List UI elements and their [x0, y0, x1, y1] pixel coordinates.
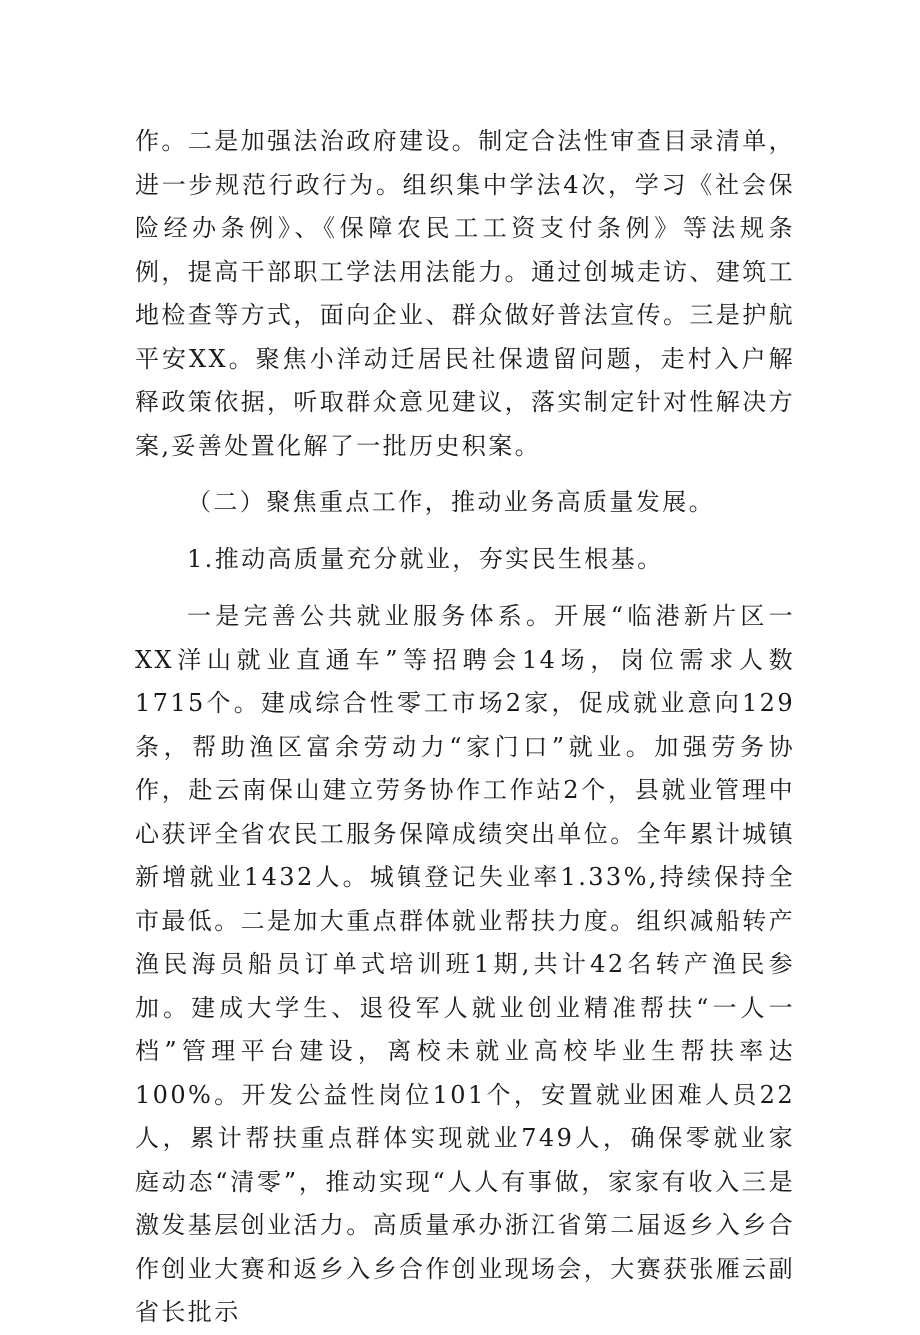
section-heading: （二）聚焦重点工作，推动业务高质量发展。: [187, 488, 715, 516]
document-body: [135, 120, 795, 1335]
subheading-employment: 1.推动高质量充分就业，夯实民生根基。: [187, 544, 664, 573]
paragraph-legal-and-safety: 作。二是加强法治政府建设。制定合法性审查目录清单，进一步规范行政行为。组织集中学法4次，学习《社会保险经办条例》、《保障农民工工资支付条例》等法规条例，提高干部职工学法用法能力。通过创城走访、建筑工地检查等方式，面向企业、群众做好普法宣传。三是护航平安XX。聚焦小洋动迁居民社保遗留问题，走村入户解释政策依据，听取群众意见建议，落实制定针对性解决方案,妥善处置化解了一批历史积案。: [135, 127, 795, 460]
paragraph-employment: 一是完善公共就业服务体系。开展“临港新片区一XX洋山就业直通车”等招聘会14场，岗位需求人数1715个。建成综合性零工市场2家，促成就业意向129条，帮助渔区富余劳动力“家门口”就业。加强劳务协作，赴云南保山建立劳务协作工作站2个，县就业管理中心获评全省农民工服务保障成绩突出单位。全年累计城镇新增就业1432人。城镇登记失业率1.33%,持续保持全市最低。二是加大重点群体就业帮扶力度。组织减船转产渔民海员船员订单式培训班1期,共计42名转产渔民参加。建成大学生、退役军人就业创业精准帮扶“一人一档”管理平台建设，离校未就业高校毕业生帮扶率达100%。开发公益性岗位101个，安置就业困难人员22人，累计帮扶重点群体实现就业749人，确保零就业家庭动态“清零”，推动实现“人人有事做，家家有收入三是激发基层创业活力。高质量承办浙江省第二届返乡入乡合作创业大赛和返乡入乡合作创业现场会，大赛获张雁云副省长批示: [135, 602, 795, 1326]
